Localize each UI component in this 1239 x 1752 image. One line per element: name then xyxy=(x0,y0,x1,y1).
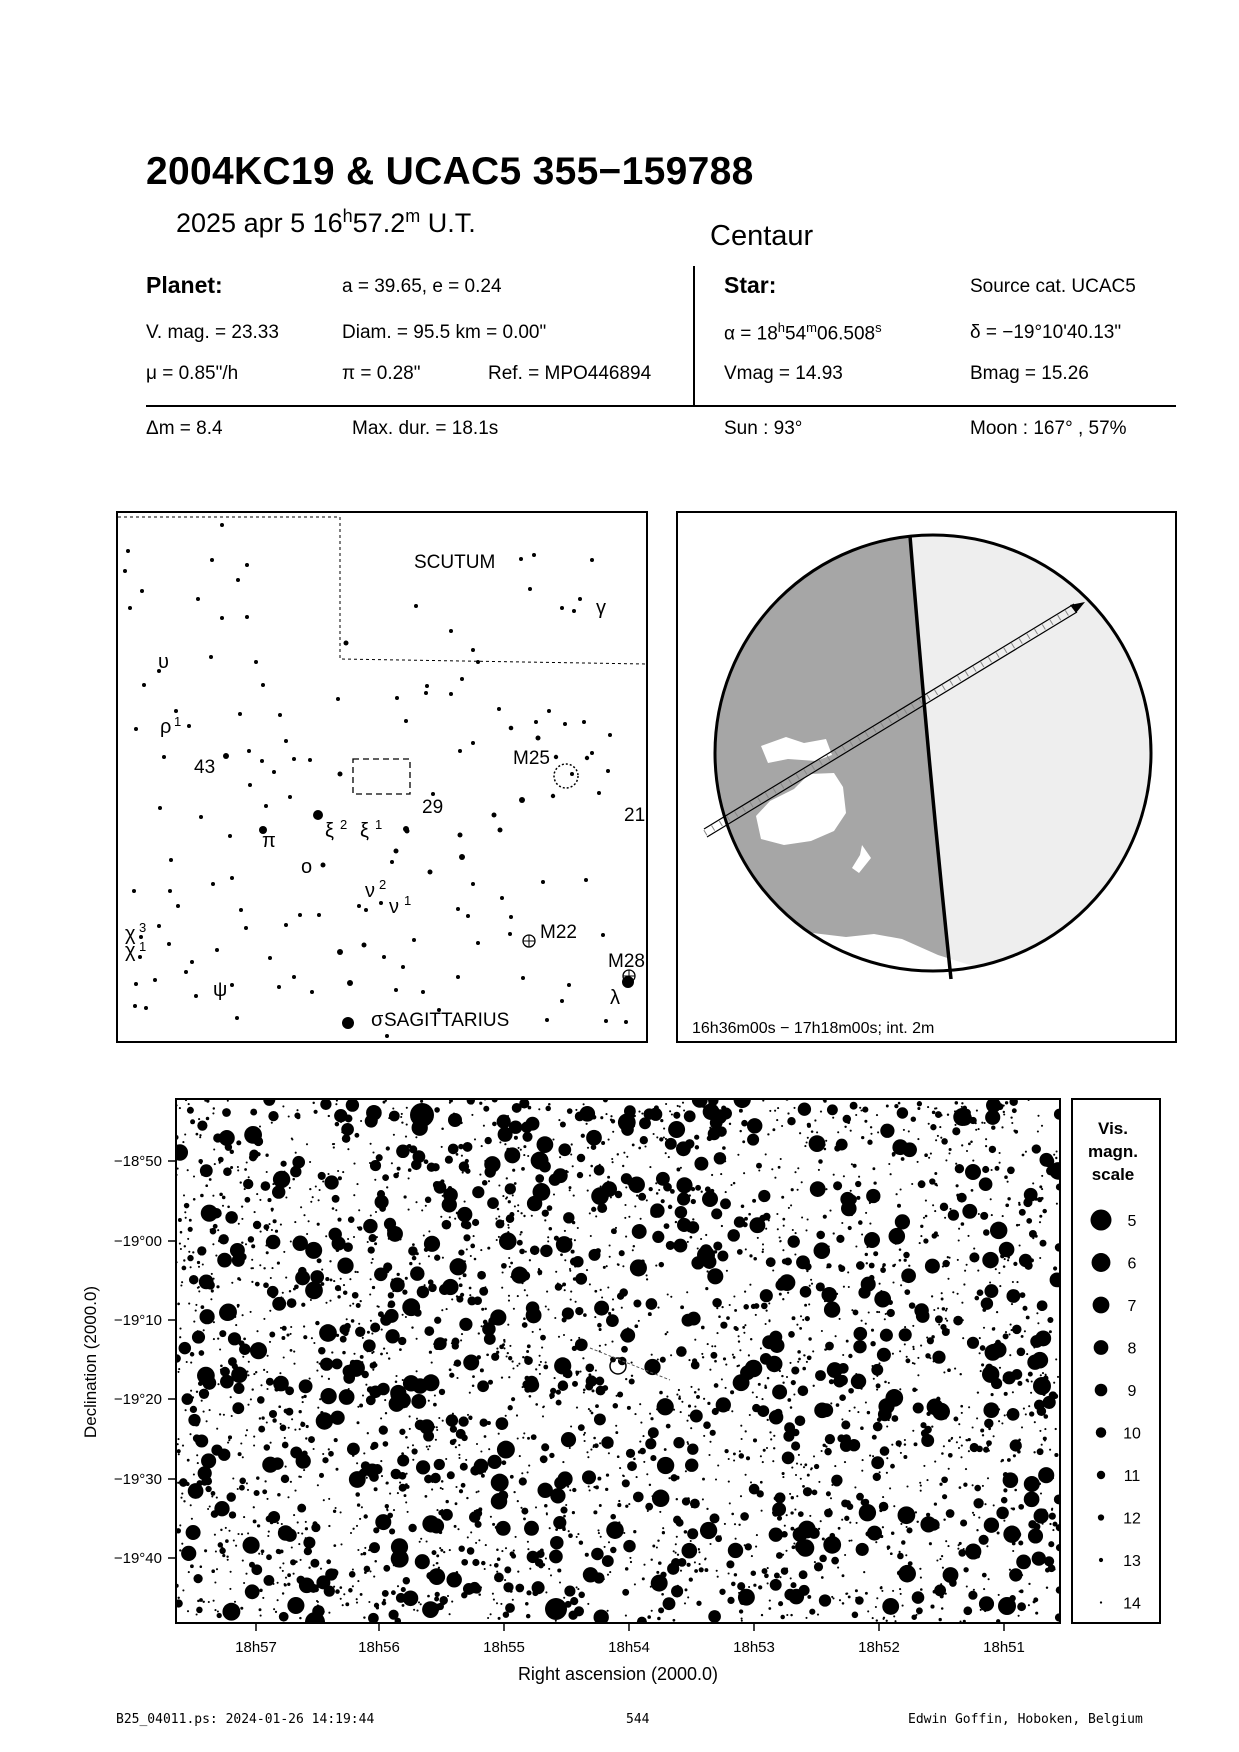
finder-star xyxy=(230,983,234,987)
finder-star xyxy=(554,755,558,759)
finder-chart xyxy=(116,511,648,1043)
finder-star xyxy=(292,975,296,979)
label-chi1: χ xyxy=(125,940,136,962)
label-sigma: σ xyxy=(371,1009,384,1031)
finder-star xyxy=(509,726,514,731)
finder-star xyxy=(456,907,460,911)
planet-diameter: Diam. = 95.5 km = 0.00" xyxy=(342,322,547,343)
scale-dot xyxy=(1095,1384,1108,1397)
scale-title-2: magn. xyxy=(1087,1142,1139,1161)
finder-star xyxy=(536,736,541,741)
label-psi: ψ xyxy=(213,979,228,1001)
label-xi1-sup: 1 xyxy=(375,817,383,832)
ra-m-unit: m xyxy=(806,320,817,335)
finder-star xyxy=(560,999,564,1003)
finder-star xyxy=(187,724,191,728)
scale-dot xyxy=(1091,1210,1112,1231)
date-prefix: 2025 apr 5 16 xyxy=(176,208,343,238)
y-tick-label: −19°10 xyxy=(113,1312,162,1329)
finder-star xyxy=(133,1004,137,1008)
finder-star xyxy=(560,606,564,610)
scale-dot xyxy=(1099,1558,1103,1562)
scale-magnitude: 13 xyxy=(1123,1553,1141,1570)
x-tick-label: 18h51 xyxy=(983,1639,1025,1656)
finder-star xyxy=(184,970,188,974)
y-axis-label: Declination (2000.0) xyxy=(81,1285,100,1439)
scale-magnitude: 14 xyxy=(1123,1595,1141,1613)
finder-star xyxy=(394,849,399,854)
finder-star xyxy=(395,696,399,700)
finder-star xyxy=(509,915,513,919)
finder-star xyxy=(261,683,265,687)
x-tick-label: 18h52 xyxy=(858,1639,900,1656)
y-tick-label: −19°40 xyxy=(113,1550,162,1567)
finder-star xyxy=(158,806,162,810)
finder-star xyxy=(347,980,353,986)
scale-magnitude: 9 xyxy=(1127,1383,1137,1400)
footer-author: Edwin Goffin, Hoboken, Belgium xyxy=(908,1712,1143,1727)
finder-star xyxy=(123,569,127,573)
x-axis-label: Right ascension (2000.0) xyxy=(517,1664,719,1684)
finder-star xyxy=(272,770,276,774)
x-tick-label: 18h53 xyxy=(733,1639,775,1656)
finder-star xyxy=(247,749,251,753)
finder-star xyxy=(431,792,435,796)
scale-dot xyxy=(1100,1601,1102,1603)
finder-star xyxy=(245,615,249,619)
finder-star xyxy=(264,804,268,808)
finder-star xyxy=(292,757,296,761)
label-xi2: ξ xyxy=(325,820,334,842)
label-gamma: γ xyxy=(596,597,606,619)
star-vmag: Vmag = 14.93 xyxy=(724,363,843,384)
planet-vmag: V. mag. = 23.33 xyxy=(146,322,279,343)
star-label: Star: xyxy=(724,272,777,298)
finder-star xyxy=(239,908,243,912)
finder-star xyxy=(545,1018,549,1022)
finder-star xyxy=(624,1020,628,1024)
finder-star xyxy=(357,904,361,908)
label-upsilon: υ xyxy=(158,651,169,673)
scale-magnitude: 5 xyxy=(1127,1213,1137,1230)
finder-star xyxy=(521,976,525,980)
finder-star xyxy=(497,707,501,711)
y-tick-label: −19°20 xyxy=(113,1391,162,1408)
finder-star xyxy=(194,994,198,998)
label-nu1-sup: 1 xyxy=(404,893,412,908)
label-chi3-sup: 3 xyxy=(139,920,147,935)
finder-star xyxy=(336,697,340,701)
label-m25: M25 xyxy=(513,748,550,769)
finder-star xyxy=(532,553,536,557)
constellation-name: Centaur xyxy=(710,220,814,252)
finder-star xyxy=(401,965,405,969)
finder-star xyxy=(466,914,470,918)
label-chi1-sup: 1 xyxy=(139,939,147,954)
ra-s-unit: s xyxy=(875,320,882,335)
finder-star xyxy=(567,983,571,987)
finder-star xyxy=(167,942,171,946)
star-bmag: Bmag = 15.26 xyxy=(970,363,1089,384)
finder-star xyxy=(584,878,588,882)
star-ra xyxy=(724,320,882,345)
label-43: 43 xyxy=(194,757,216,778)
ra-seconds: 06.508 xyxy=(817,323,876,345)
table-divider-horizontal xyxy=(146,405,1176,407)
label-m22: M22 xyxy=(540,922,577,943)
finder-star xyxy=(428,870,433,875)
finder-star xyxy=(498,828,503,833)
finder-star xyxy=(385,1034,389,1038)
finder-star xyxy=(404,719,408,723)
finder-star xyxy=(344,641,349,646)
finder-star xyxy=(585,756,589,760)
planet-label: Planet: xyxy=(146,272,223,298)
finder-star xyxy=(476,660,480,664)
finder-star xyxy=(162,755,166,759)
finder-star xyxy=(254,660,258,664)
finder-star xyxy=(238,712,242,716)
label-pi: π xyxy=(262,830,276,852)
finder-star xyxy=(220,616,224,620)
x-tick-label: 18h54 xyxy=(608,1639,650,1656)
x-tick-label: 18h55 xyxy=(483,1639,525,1656)
label-scutum: SCUTUM xyxy=(414,552,496,573)
finder-star xyxy=(223,753,229,759)
finder-star xyxy=(210,558,214,562)
finder-star xyxy=(508,932,512,936)
finder-star xyxy=(414,604,418,608)
finder-star xyxy=(578,597,582,601)
finder-star xyxy=(199,815,203,819)
planet-motion: μ = 0.85"/h xyxy=(146,363,239,384)
finder-star xyxy=(220,523,224,527)
finder-star xyxy=(582,720,586,724)
finder-star xyxy=(534,720,538,724)
y-ticks xyxy=(114,1153,176,1567)
ra-h-unit: h xyxy=(777,320,786,335)
finder-star xyxy=(421,990,425,994)
finder-star xyxy=(128,606,132,610)
finder-star xyxy=(449,629,453,633)
globe-caption: 16h36m00s − 17h18m00s; int. 2m xyxy=(692,1020,935,1037)
finder-star xyxy=(132,889,136,893)
finder-star xyxy=(313,810,323,820)
finder-star xyxy=(412,938,416,942)
finder-star xyxy=(138,955,142,959)
finder-star xyxy=(604,1019,608,1023)
finder-star xyxy=(476,941,480,945)
scale-dot xyxy=(1096,1427,1107,1438)
finder-star xyxy=(236,578,240,582)
finder-star xyxy=(471,648,475,652)
moon-info: Moon : 167° , 57% xyxy=(970,418,1127,439)
table-divider-vertical xyxy=(693,266,695,405)
finder-star xyxy=(244,926,248,930)
event-datetime xyxy=(176,206,476,239)
finder-star xyxy=(260,759,264,763)
star-source: Source cat. UCAC5 xyxy=(970,276,1136,297)
finder-star xyxy=(570,772,574,776)
finder-star xyxy=(403,826,409,832)
finder-star xyxy=(572,609,576,613)
finder-star xyxy=(126,549,130,553)
footer-file: B25_04011.ps: 2024-01-26 14:19:44 xyxy=(116,1712,375,1727)
minutes: 57.2 xyxy=(352,208,406,238)
scale-dot xyxy=(1098,1514,1104,1520)
finder-star xyxy=(174,709,178,713)
finder-star xyxy=(379,901,383,905)
scale-magnitude: 7 xyxy=(1127,1298,1137,1315)
finder-star xyxy=(284,739,288,743)
label-xi1: ξ xyxy=(360,820,369,842)
planet-orbit: a = 39.65, e = 0.24 xyxy=(342,276,502,297)
finder-star xyxy=(394,988,398,992)
finder-star xyxy=(134,982,138,986)
scale-magnitude: 10 xyxy=(1123,1425,1141,1443)
finder-star xyxy=(424,691,428,695)
sun-elongation: Sun : 93° xyxy=(724,418,803,439)
finder-star xyxy=(528,587,532,591)
finder-star xyxy=(425,684,429,688)
finder-star xyxy=(362,943,367,948)
finder-star xyxy=(317,913,321,917)
finder-star xyxy=(278,713,282,717)
hours-unit: h xyxy=(342,206,353,226)
star-chart xyxy=(70,1090,1170,1690)
label-chi3: χ xyxy=(125,923,136,945)
label-m28: M28 xyxy=(608,951,645,972)
finder-star xyxy=(215,948,219,952)
finder-star xyxy=(597,791,601,795)
finder-star xyxy=(209,655,213,659)
finder-star xyxy=(245,563,249,567)
finder-star xyxy=(337,949,343,955)
label-xi2-sup: 2 xyxy=(340,817,348,832)
finder-star xyxy=(458,833,463,838)
finder-star xyxy=(590,558,594,562)
star-dec: δ = −19°10'40.13" xyxy=(970,322,1122,343)
finder-star xyxy=(169,858,173,862)
finder-star xyxy=(390,860,394,864)
finder-star xyxy=(551,794,555,798)
footer-page: 544 xyxy=(626,1712,650,1727)
planet-reference: Ref. = MPO446894 xyxy=(488,363,652,384)
finder-star xyxy=(492,813,497,818)
x-tick-label: 18h57 xyxy=(235,1639,277,1656)
scale-magnitude: 12 xyxy=(1123,1510,1141,1528)
finder-star xyxy=(140,589,144,593)
finder-star xyxy=(541,880,545,884)
finder-star xyxy=(134,727,138,731)
finder-star xyxy=(284,923,288,927)
page-title: 2004KC19 & UCAC5 355−159788 xyxy=(146,150,754,193)
scale-magnitude: 11 xyxy=(1123,1468,1141,1485)
finder-star xyxy=(500,896,504,900)
magnitude-scale xyxy=(1072,1099,1160,1623)
time-suffix: U.T. xyxy=(420,208,476,238)
scale-magnitude: 8 xyxy=(1127,1340,1137,1358)
scale-dot xyxy=(1092,1253,1111,1272)
finder-star xyxy=(342,1017,354,1029)
scale-dot xyxy=(1093,1297,1110,1314)
label-nu2: ν xyxy=(365,880,375,902)
finder-star xyxy=(190,960,194,964)
finder-star xyxy=(608,733,612,737)
finder-star xyxy=(449,692,453,696)
finder-star xyxy=(144,1006,148,1010)
finder-star xyxy=(288,795,292,799)
finder-star xyxy=(176,904,180,908)
finder-star xyxy=(382,955,386,959)
label-rho-sup: 1 xyxy=(174,714,182,729)
finder-star xyxy=(519,797,525,803)
x-ticks xyxy=(235,1623,1025,1656)
label-nu1: ν xyxy=(389,896,399,918)
label-rho: ρ xyxy=(160,716,172,738)
x-tick-label: 18h56 xyxy=(358,1639,400,1656)
finder-star xyxy=(458,749,462,753)
y-tick-label: −19°00 xyxy=(113,1233,162,1250)
label-29: 29 xyxy=(422,797,444,818)
finder-star xyxy=(153,978,157,982)
finder-star xyxy=(590,751,594,755)
finder-star xyxy=(601,933,605,937)
finder-star xyxy=(460,677,464,681)
finder-star xyxy=(459,854,465,860)
finder-star xyxy=(338,772,343,777)
finder-star xyxy=(310,990,314,994)
finder-star xyxy=(298,913,302,917)
finder-star xyxy=(268,956,272,960)
max-duration: Max. dur. = 18.1s xyxy=(352,418,499,439)
finder-star xyxy=(471,741,475,745)
label-omicron: o xyxy=(301,856,313,878)
finder-star xyxy=(519,557,523,561)
minutes-unit: m xyxy=(405,206,421,226)
finder-star xyxy=(142,683,146,687)
label-nu2-sup: 2 xyxy=(379,877,387,892)
scale-title-3: scale xyxy=(1091,1165,1135,1184)
messier-marker-m22 xyxy=(523,935,535,947)
y-tick-label: −19°30 xyxy=(113,1471,162,1488)
globe-panel xyxy=(676,511,1177,1043)
label-lambda: λ xyxy=(610,987,620,1009)
finder-star xyxy=(157,924,161,928)
scale-magnitude: 6 xyxy=(1127,1255,1137,1273)
scale-dot xyxy=(1094,1340,1109,1355)
finder-star xyxy=(321,863,326,868)
finder-star xyxy=(563,722,567,726)
finder-star xyxy=(471,882,475,886)
label-sagittarius: SAGITTARIUS xyxy=(384,1010,510,1031)
finder-star xyxy=(456,975,460,979)
label-21: 21 xyxy=(624,805,646,826)
finder-star xyxy=(196,597,200,601)
finder-star xyxy=(230,876,234,880)
planet-parallax: π = 0.28" xyxy=(342,363,421,384)
ra-hours: α = 18 xyxy=(724,323,778,345)
finder-star xyxy=(228,834,232,838)
ra-minutes: 54 xyxy=(785,323,807,345)
delta-mag: Δm = 8.4 xyxy=(146,418,223,439)
finder-star xyxy=(547,709,551,713)
finder-star xyxy=(364,908,368,912)
finder-star xyxy=(308,758,312,762)
scale-title-1: Vis. xyxy=(1098,1119,1128,1138)
finder-star xyxy=(606,769,610,773)
y-tick-label: −18°50 xyxy=(113,1153,162,1170)
finder-star xyxy=(211,882,215,886)
finder-star xyxy=(277,985,281,989)
finder-star xyxy=(248,783,252,787)
scale-dot xyxy=(1097,1471,1105,1479)
finder-star xyxy=(235,1016,239,1020)
finder-star xyxy=(168,889,172,893)
